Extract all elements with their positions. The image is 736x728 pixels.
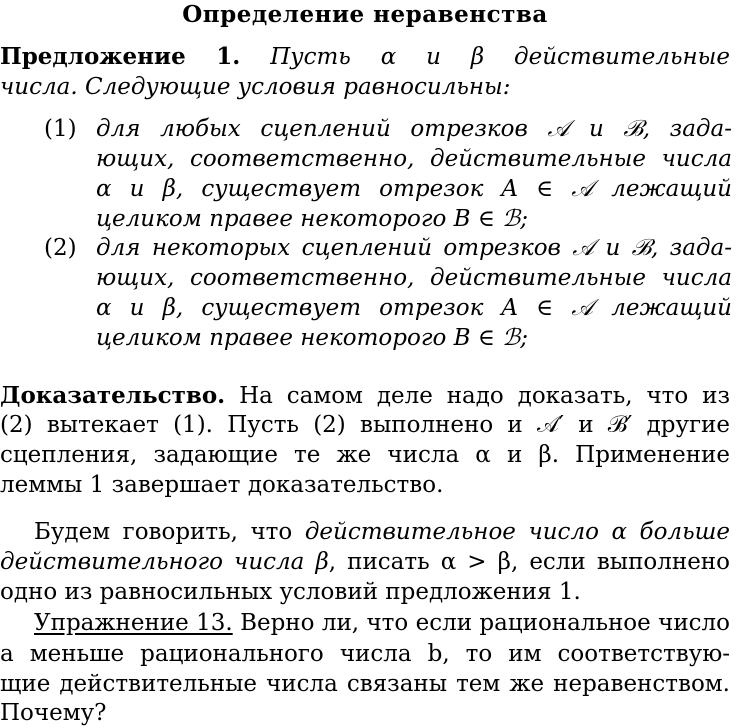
exercise-line-2: a меньше рационального числа b, то им соответствую- — [0, 641, 730, 667]
proof-label: Доказательство. — [0, 382, 226, 409]
definition-line-2 — [0, 548, 730, 577]
definition-line-3: одно из равносильных условий предложения 1. — [0, 579, 581, 605]
proof-line-3: сцепления, задающие те же числа α и β. Применение — [0, 442, 730, 468]
proposition-line-1 — [0, 42, 730, 72]
item-2-line-4: целиком правее некоторого B ∈ ℬ; — [96, 325, 528, 351]
item-2-number: (2) — [44, 235, 77, 261]
section-title: Определение неравенства — [182, 1, 548, 28]
item-2-line-3: α и β, существует отрезок A ∈ 𝒜 лежащий — [96, 295, 732, 321]
exercise-text-1: Верно ли, что если рациональное число — [232, 610, 730, 636]
item-1-line-2: ющих, соответственно, действительные числа — [96, 146, 732, 172]
item-1-line-1: для любых сцеплений отрезков 𝒜 и ℬ, зада- — [96, 116, 732, 142]
definition-text-2a: действительного числа β — [0, 549, 329, 575]
exercise-line-4: Почему? — [0, 700, 107, 726]
definition-text-2b: , писать α > β, если выполнено — [328, 549, 730, 575]
proposition-label: Предложение 1. — [0, 43, 241, 70]
item-1-line-4: целиком правее некоторого B ∈ ℬ; — [96, 206, 528, 232]
proposition-text-1: Пусть α и β действительные — [240, 44, 730, 70]
item-2-line-2: ющих, соответственно, действительные числа — [96, 265, 732, 291]
proposition-line-2: числа. Следующие условия равносильны: — [0, 74, 511, 100]
proof-text-1: На самом деле надо доказать, что из — [225, 383, 730, 409]
definition-line-1 — [0, 518, 730, 547]
item-1-number: (1) — [44, 116, 77, 142]
exercise-line-1 — [0, 609, 730, 638]
definition-text-1b: действительное число α больше — [304, 519, 730, 545]
proof-line-4: леммы 1 завершает доказательство. — [0, 472, 444, 498]
item-2-line-1: для некоторых сцеплений отрезков 𝒜 и ℬ, зада- — [96, 235, 732, 261]
proof-line-2: (2) вытекает (1). Пусть (2) выполнено и 𝒜′ и ℬ′ другие — [0, 412, 730, 438]
proof-line-1 — [0, 381, 730, 411]
exercise-label: Упражнение 13. — [34, 610, 233, 636]
definition-text-1a: Будем говорить, что — [34, 519, 305, 545]
item-1-line-3: α и β, существует отрезок A ∈ 𝒜 лежащий — [96, 176, 732, 202]
exercise-line-3: щие действительные числа связаны тем же неравенством. — [0, 671, 730, 697]
